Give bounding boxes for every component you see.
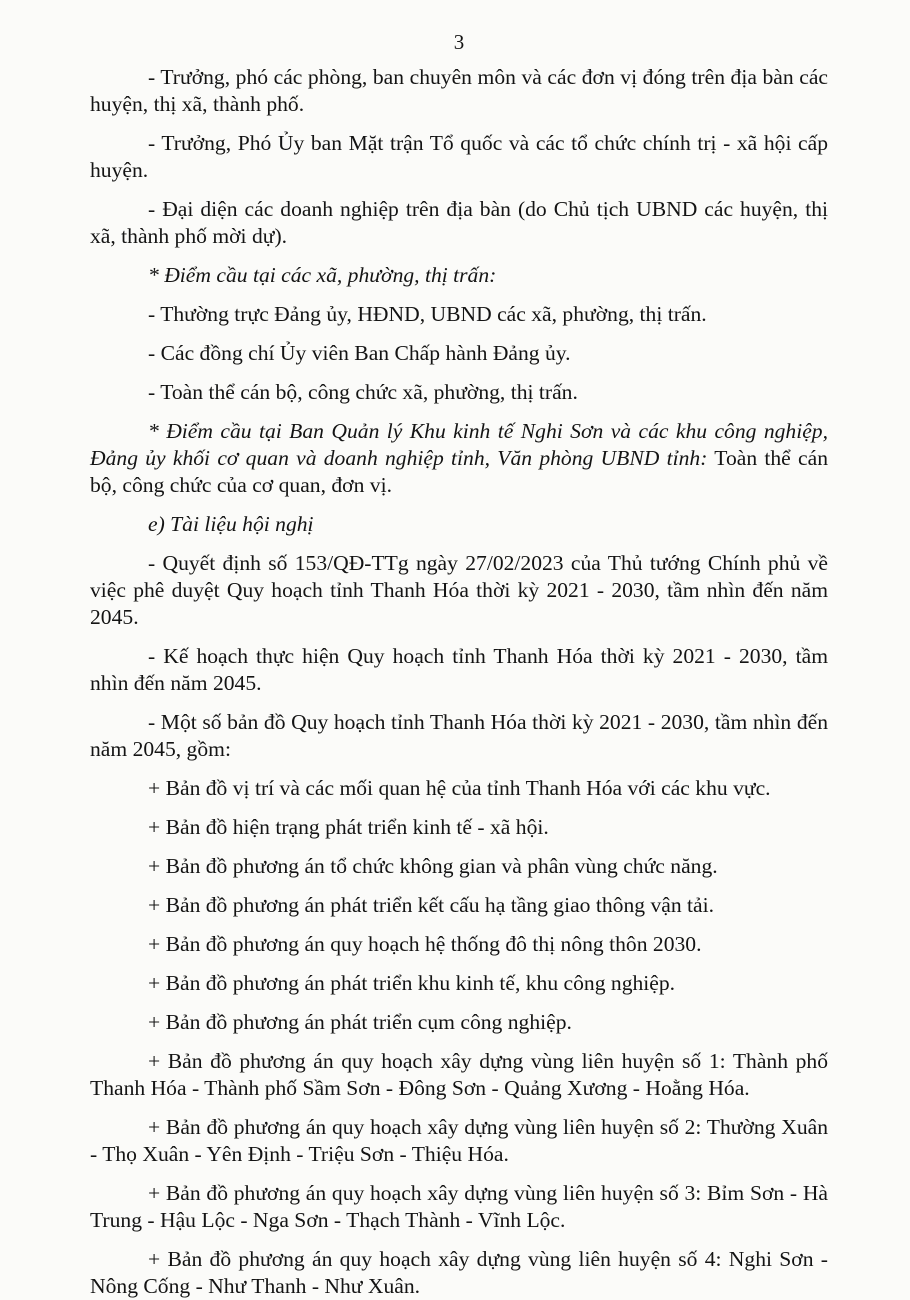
- list-item-map-region-3: + Bản đồ phương án quy hoạch xây dựng vùng liên huyện số 3: Bỉm Sơn - Hà Trung - Hậu Lộc - Nga Sơn - Thạch Thành - Vĩnh Lộc.: [90, 1181, 828, 1232]
- paragraph-implementation-plan: - Kế hoạch thực hiện Quy hoạch tỉnh Thanh Hóa thời kỳ 2021 - 2030, tầm nhìn đến năm 2045.: [90, 644, 828, 695]
- list-item-map: + Bản đồ phương án phát triển cụm công nghiệp.: [148, 1010, 572, 1034]
- list-item-map: + Bản đồ phương án quy hoạch hệ thống đô thị nông thôn 2030.: [148, 932, 702, 956]
- page-number: 3: [453, 30, 465, 54]
- paragraph-maps-intro: - Một số bản đồ Quy hoạch tỉnh Thanh Hóa thời kỳ 2021 - 2030, tầm nhìn đến năm 2045, gồm:: [90, 710, 828, 761]
- list-item-map: + Bản đồ phương án phát triển kết cấu hạ tầng giao thông vận tải.: [148, 893, 715, 917]
- paragraph-front-committee: - Trưởng, Phó Ủy ban Mặt trận Tổ quốc và các tổ chức chính trị - xã hội cấp huyện.: [90, 131, 828, 182]
- list-item-map-region-1: + Bản đồ phương án quy hoạch xây dựng vùng liên huyện số 1: Thành phố Thanh Hóa - Thành phố Sầm Sơn - Đông Sơn - Quảng Xương - Hoằng Hóa.: [90, 1049, 828, 1100]
- paragraph-decision-153: - Quyết định số 153/QĐ-TTg ngày 27/02/2023 của Thủ tướng Chính phủ về việc phê duyệt Quy hoạch tỉnh Thanh Hóa thời kỳ 2021 - 2030, tầm nhìn đến năm 2045.: [90, 551, 828, 629]
- paragraph-all-officials: - Toàn thể cán bộ, công chức xã, phường, thị trấn.: [148, 380, 578, 404]
- paragraph-party-committee: - Các đồng chí Ủy viên Ban Chấp hành Đảng ủy.: [148, 341, 571, 365]
- list-item-map-region-2: + Bản đồ phương án quy hoạch xây dựng vùng liên huyện số 2: Thường Xuân - Thọ Xuân - Yên Định - Triệu Sơn - Thiệu Hóa.: [90, 1115, 828, 1166]
- list-item-map: + Bản đồ vị trí và các mối quan hệ của tỉnh Thanh Hóa với các khu vực.: [148, 776, 771, 800]
- list-item-map: + Bản đồ phương án tổ chức không gian và phân vùng chức năng.: [148, 854, 718, 878]
- paragraph-district-heads: - Trưởng, phó các phòng, ban chuyên môn và các đơn vị đóng trên địa bàn các huyện, thị xã, thành phố.: [90, 65, 828, 116]
- nghi-son-bridge-body: Toàn thể cán bộ, công chức của cơ quan, đơn vị.: [90, 446, 828, 497]
- list-item-map-region-4: + Bản đồ phương án quy hoạch xây dựng vùng liên huyện số 4: Nghi Sơn - Nông Cống - Như Thanh - Như Xuân.: [90, 1247, 828, 1298]
- paragraph-commune-standing: - Thường trực Đảng ủy, HĐND, UBND các xã, phường, thị trấn.: [148, 302, 707, 326]
- list-item-map: + Bản đồ phương án phát triển khu kinh tế, khu công nghiệp.: [148, 971, 676, 995]
- nghi-son-bridge-heading: * Điểm cầu tại Ban Quản lý Khu kinh tế Nghi Sơn và các khu công nghiệp, Đảng ủy khối cơ quan và doanh nghiệp tỉnh, Văn phòng UBND tỉnh:: [90, 419, 828, 470]
- list-item-map: + Bản đồ hiện trạng phát triển kinh tế - xã hội.: [148, 815, 549, 839]
- heading-commune-bridge: * Điểm cầu tại các xã, phường, thị trấn:: [148, 263, 497, 287]
- paragraph-nghi-son-bridge: [90, 418, 828, 499]
- paragraph-enterprises: - Đại diện các doanh nghiệp trên địa bàn (do Chủ tịch UBND các huyện, thị xã, thành phố mời dự).: [90, 197, 828, 248]
- section-e-heading: e) Tài liệu hội nghị: [148, 512, 314, 536]
